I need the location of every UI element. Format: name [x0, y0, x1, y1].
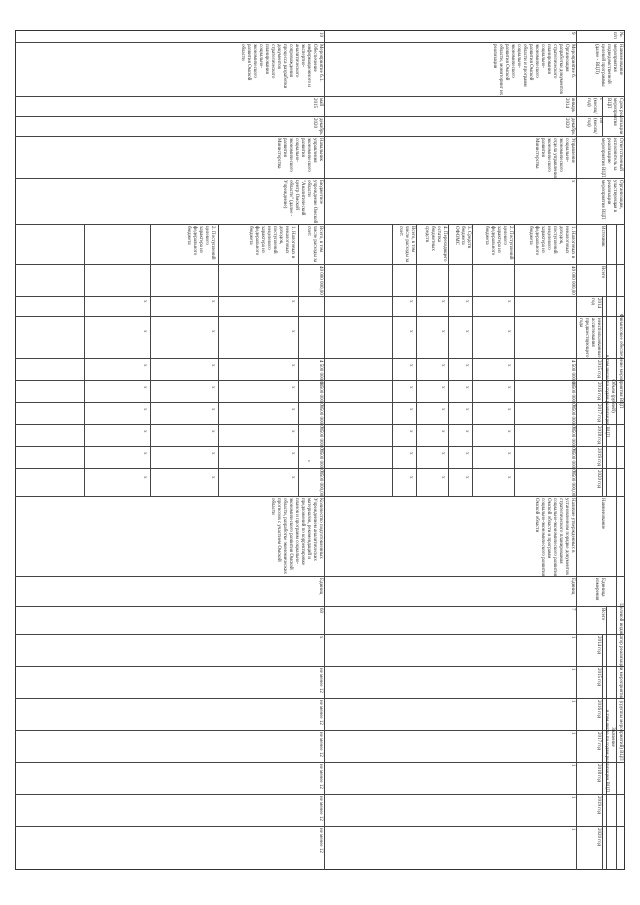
x-mark: x — [210, 364, 215, 367]
x-mark: x — [408, 408, 413, 411]
row9-2017: 7 500 000,00 — [570, 404, 575, 431]
row10-ind-2016: не менее 12 — [318, 700, 323, 725]
x-mark: x — [142, 452, 147, 455]
grid-line — [150, 224, 151, 496]
x-mark: x — [408, 476, 413, 479]
x-mark: x — [142, 476, 147, 479]
x-mark: x — [210, 408, 215, 411]
row10-ind-2020: не менее 12 — [318, 828, 323, 853]
header-term-to: по (месяц/год) — [586, 118, 603, 134]
x-mark: x — [464, 364, 469, 367]
x-mark: x — [142, 364, 147, 367]
row10-total: 40 000 000,00 — [318, 266, 323, 295]
row9-responsible: Управление социально-экономического отдела управления экономического развития Министерства — [534, 138, 575, 178]
x-mark: x — [408, 300, 413, 303]
x-mark: x — [142, 330, 147, 333]
header-term: Срок реализации мероприятия ВЦП — [606, 98, 623, 135]
grid-line — [15, 826, 625, 827]
x-mark: x — [464, 330, 469, 333]
row10-2017: 7 500 000,00 — [318, 404, 323, 431]
x-mark: x — [506, 430, 511, 433]
grid-line — [15, 358, 625, 359]
header-2014: 2014 год — [590, 298, 601, 308]
x-mark: x — [506, 364, 511, 367]
header-year-2019: 2019 год — [596, 448, 601, 467]
x-mark: x — [210, 430, 215, 433]
grid-line — [448, 224, 449, 496]
header-num: № п/п — [612, 32, 623, 39]
x-mark: x — [464, 476, 469, 479]
x-mark: x — [290, 386, 295, 389]
row10-org: Бюджетное учреждение Омской области "Аналитический центр Омской области" (далее - Учреждение) — [282, 180, 323, 224]
grid-line — [15, 730, 625, 731]
grid-line — [514, 224, 515, 496]
grid-line — [576, 30, 577, 870]
grid-line — [15, 576, 625, 577]
row9-org: x — [570, 180, 575, 183]
x-mark: x — [464, 452, 469, 455]
header-year-2017: 2017 год — [596, 404, 601, 423]
row9-from: январь 2014 — [564, 98, 575, 113]
grid-line — [392, 224, 393, 496]
grid-line — [472, 224, 473, 496]
x-mark: x — [142, 300, 147, 303]
header-ind-name: Наименование — [600, 498, 605, 530]
finance-title: Финансовое обеспечение мероприятия ВЦП — [618, 313, 623, 409]
row10-2020: 7 500 000,00 — [318, 470, 323, 497]
row10-ind-total: 60 — [318, 608, 323, 613]
row10-ind-2017: не менее 12 — [318, 732, 323, 757]
row10-2015: 4 500 000,00 — [318, 360, 323, 387]
x-mark: x — [440, 408, 445, 411]
header-organization: Организация, участвующая в реализации мероприятия ВЦП — [600, 180, 623, 220]
row9-ind-2018: 1 — [570, 764, 575, 767]
x-mark: x — [506, 408, 511, 411]
row10-num: 10 — [318, 32, 323, 37]
header-year-2018: 2018 год — [596, 426, 601, 445]
header-year-2016: 2016 год — [596, 382, 601, 401]
header-ind-2015: 2015 год — [596, 668, 601, 687]
grid-line — [15, 116, 625, 117]
header-name: Наименование мероприятия подведомственной целевой программы (далее - ВЦП) — [594, 44, 623, 87]
header-year-2015: 2015 год — [596, 360, 601, 379]
header-ind-2016: 2016 год — [596, 700, 601, 719]
row9-2018: 7 500 000,00 — [570, 426, 575, 453]
row9-ind-2019: 1 — [570, 796, 575, 799]
header-ind-by-years: в том числе по годам реализации ВЦП — [604, 709, 609, 793]
row9-to: декабрь 2020 — [564, 118, 575, 135]
row10-ind-2015: не менее 12 — [318, 668, 323, 693]
grid-line — [324, 30, 325, 870]
header-by-years: в том числе по годам реализации ВЦП — [604, 354, 609, 438]
row9-2019: 7 500 000,00 — [570, 448, 575, 475]
x-mark: x — [464, 300, 469, 303]
grid-line — [298, 224, 299, 496]
x-mark: x — [290, 364, 295, 367]
x-mark: x — [440, 386, 445, 389]
x-mark: x — [506, 330, 511, 333]
row9-ind-name: Наличие утвержденных в установленном порядке документов стратегического планирования социально-экономического развития Омской области и программ социально-экономического развития Омской области — [534, 498, 575, 577]
grid-line — [15, 666, 625, 667]
x-mark: x — [408, 364, 413, 367]
grid-line — [15, 496, 625, 497]
x-mark: x — [408, 430, 413, 433]
row10-ind-2019: не менее 12 — [318, 796, 323, 821]
x-mark: x — [464, 408, 469, 411]
row10-to: декабрь 2020 — [312, 118, 323, 135]
header-ind-total: Всего — [600, 608, 605, 621]
grid-line — [15, 42, 625, 43]
header-value: Значение — [610, 727, 615, 747]
header-term-from: с (месяц/год) — [586, 98, 603, 114]
grid-line — [15, 178, 625, 179]
row10-ind-2014: x — [318, 636, 323, 639]
grid-line — [15, 264, 625, 265]
x-mark: x — [290, 452, 295, 455]
x-mark: x — [440, 364, 445, 367]
x-mark: x — [408, 452, 413, 455]
x-mark: x — [506, 386, 511, 389]
header-unit: Единица измерения — [594, 578, 605, 601]
x-mark: x — [210, 330, 215, 333]
x-mark: x — [290, 476, 295, 479]
row10-2019: 7 500 000,00 — [318, 448, 323, 475]
row9-source-4: 4. Переходящего остатка бюджетных средств — [424, 226, 447, 262]
grid-line — [15, 296, 625, 297]
x-mark: x — [290, 330, 295, 333]
x-mark: x — [408, 330, 413, 333]
x-mark: x — [210, 300, 215, 303]
x-mark: x — [210, 386, 215, 389]
row9-ind-2016: 1 — [570, 700, 575, 703]
x-mark: x — [440, 476, 445, 479]
page-mark: , — [308, 454, 310, 463]
row9-ind-2014: 1 — [570, 636, 575, 639]
row9-ind-2020: 1 — [570, 828, 575, 831]
grid-line — [15, 698, 625, 699]
x-mark: x — [464, 386, 469, 389]
row9-source-all: Всего, в том числе расходы за счет: — [398, 226, 415, 263]
row9-ind-unit: Единиц — [570, 578, 575, 595]
row10-ind-name: Количество подготовленных Учреждением аналитических материалов, рекомендаций и предложений по корректировке планов и программ социально-экономического развития Омской области, разработке экономических прогнозов с участием Омской области — [270, 498, 323, 574]
x-mark: x — [142, 430, 147, 433]
row10-ind-2018: не менее 12 — [318, 764, 323, 789]
row10-ind-unit: Единиц — [318, 578, 323, 595]
x-mark: x — [142, 408, 147, 411]
row10-responsible: Начальник управления экономического развития социально-экономического развития Министерства — [276, 138, 323, 172]
x-mark: x — [142, 386, 147, 389]
header-total: Всего — [600, 266, 605, 279]
x-mark: x — [210, 476, 215, 479]
header-ind-2014: 2014 год — [596, 636, 601, 655]
x-mark: x — [290, 300, 295, 303]
header-unused: неиспользованные ассигнования предшествующего года — [578, 318, 601, 358]
grid-line — [416, 224, 417, 496]
header-amount: Объем (рублей) — [610, 379, 615, 413]
grid-line — [84, 224, 85, 496]
header-year-2020: 2020 год — [596, 470, 601, 489]
grid-line — [15, 316, 625, 317]
x-mark: x — [210, 452, 215, 455]
row10-2016: 6 500 000,00 — [318, 382, 323, 409]
row9-source-3: 3. Средств бюджета ОФОМС — [454, 226, 471, 249]
header-ind-2017: 2017 год — [596, 732, 601, 751]
x-mark: x — [440, 300, 445, 303]
row9-2016: 6 500 000,00 — [570, 382, 575, 409]
x-mark: x — [506, 300, 511, 303]
x-mark: x — [290, 408, 295, 411]
x-mark: x — [506, 476, 511, 479]
grid-line — [15, 96, 625, 97]
row9-num: 9 — [570, 32, 575, 35]
grid-line — [15, 136, 625, 137]
x-mark: x — [506, 452, 511, 455]
grid-line — [218, 224, 219, 496]
row10-source-2: 2. Поступлений целевого характера из федерального бюджета — [186, 226, 215, 260]
row9-ind-2017: 1 — [570, 732, 575, 735]
grid-line — [15, 224, 625, 225]
header-source: Источник — [600, 226, 605, 247]
row9-total: 40 000 000,00 — [570, 266, 575, 295]
x-mark: x — [440, 430, 445, 433]
header-ind-2018: 2018 год — [596, 764, 601, 783]
grid-line — [15, 794, 625, 795]
row10-source-all: Всего, в том числе расходы за счет: — [306, 226, 323, 263]
x-mark: x — [440, 330, 445, 333]
x-mark: x — [408, 386, 413, 389]
target-title: Целевой индикатор реализации мероприятия (группы мероприятий) ВЦП — [618, 603, 623, 761]
x-mark: x — [464, 430, 469, 433]
row9-2015: 4 500 000,00 — [570, 360, 575, 387]
x-mark: x — [440, 452, 445, 455]
row9-ind-total: 7 — [570, 608, 575, 611]
row9-name: Мероприятие 6. Организация разработки документов стратегического планирования социально-экономического развития Омской области и программ социально-экономического развития Омской области, мониторинг их реализации — [492, 44, 575, 96]
row9-2020: 7 500 000,00 — [570, 470, 575, 497]
header-ind-2020: 2020 год — [596, 828, 601, 847]
row9-ind-2015: 1 — [570, 668, 575, 671]
row9-source-2: 2. Поступлений целевого характера из федерального бюджета — [484, 226, 513, 260]
grid-line — [15, 634, 625, 635]
row10-2018: 7 500 000,00 — [318, 426, 323, 453]
header-responsible: Ответственный исполнитель за реализацию мероприятия ВЦП — [600, 138, 623, 178]
x-mark: x — [290, 430, 295, 433]
row10-from: май 2015 — [312, 98, 323, 108]
header-ind-2019: 2019 год — [596, 796, 601, 815]
rotated-table — [15, 30, 625, 870]
row10-source-1: 1. Налоговых и неналоговых доходов, поступлений нецелевого характера из федерального бюджета — [248, 226, 295, 259]
grid-line — [15, 606, 625, 607]
grid-line — [15, 762, 625, 763]
row9-source-1: 1. Налоговых и неналоговых доходов, поступлений нецелевого характера из федерального бюджета — [528, 226, 575, 259]
row10-name: Мероприятие 6.1. Обеспечение информационного и экспертно-аналитического сопровождения процесса разработки документов стратегического планирования социально-экономического развития Омской области — [240, 44, 323, 89]
